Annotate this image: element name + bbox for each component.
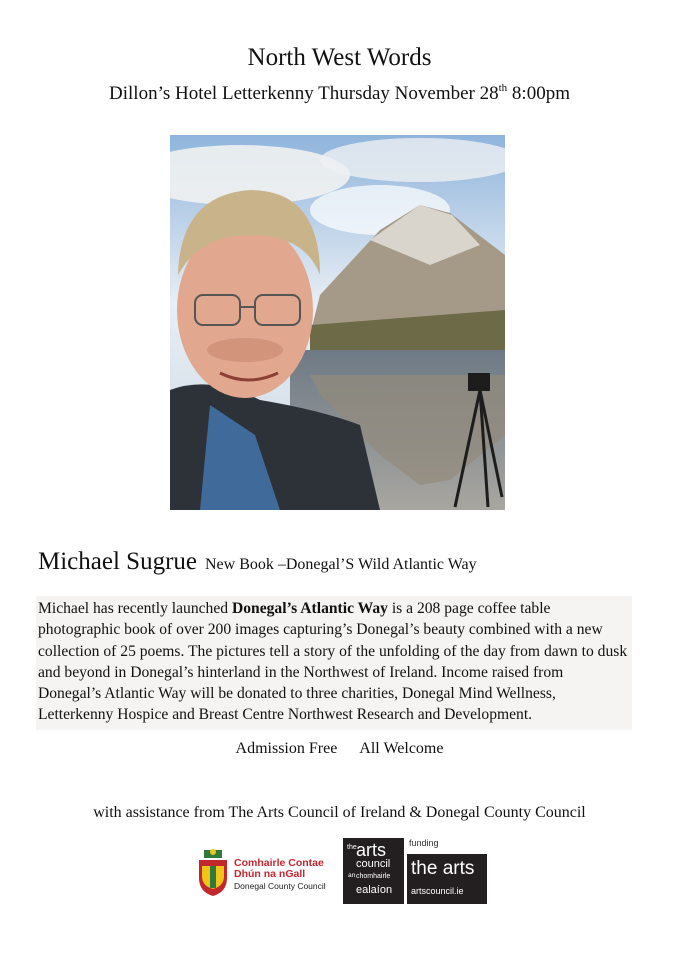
speaker-line xyxy=(38,548,477,576)
book-title: New Book –Donegal’S Wild Atlantic Way xyxy=(204,556,477,573)
ac-chomhairle: chomhairle xyxy=(356,873,391,880)
event-details-text: Dillon’s Hotel Letterkenny Thursday November 28 xyxy=(109,83,499,104)
dcc-name-irish-2: Dhún na nGall xyxy=(234,868,306,880)
donegal-county-council-logo xyxy=(196,844,326,902)
dcc-name-english: Donegal County Council xyxy=(234,881,326,891)
ac-ealaion: ealaíon xyxy=(356,884,393,896)
funding-label: funding xyxy=(409,838,439,848)
ac-an: an xyxy=(348,872,356,879)
funding-url: artscouncil.ie xyxy=(411,886,464,896)
description-text-1: Michael has recently launched xyxy=(38,600,232,617)
description-paragraph xyxy=(36,596,632,730)
speaker-photo xyxy=(170,135,505,510)
funding-the-arts-logo xyxy=(407,838,487,904)
description-book-name: Donegal’s Atlantic Way xyxy=(231,600,388,617)
arts-council-logo xyxy=(343,838,404,904)
description-text-2: is a 208 page coffee table photographic book of over 200 images capturing’s Donegal’s beauty combined with a new collection of 25 poems. The pictures tell a story of the unfolding of the day from dawn to dusk and beyond in Donegal’s hinterland in the Northwest of Ireland. Income raised from Donegal’s Atlantic Way will be donated to three charities, Donegal Mind Wellness, Letterkenny Hospice and Breast Centre Northwest Research and Development. xyxy=(38,600,628,724)
admission-fee: Admission Free xyxy=(235,740,338,757)
dcc-name-irish-1: Comhairle Contae xyxy=(234,857,324,869)
assistance-line: with assistance from The Arts Council of Ireland & Donegal County Council xyxy=(93,804,586,821)
crest-icon xyxy=(196,846,230,898)
admission-line xyxy=(0,740,679,758)
ac-council: council xyxy=(356,858,391,870)
event-details xyxy=(0,76,679,106)
event-title: North West Words xyxy=(247,44,432,71)
date-suffix: th xyxy=(498,82,508,94)
funding-the-arts: the arts xyxy=(411,858,475,879)
admission-welcome: All Welcome xyxy=(359,740,444,757)
ac-arts: arts xyxy=(356,840,387,860)
ac-the: the xyxy=(347,844,357,851)
speaker-name: Michael Sugrue xyxy=(38,548,197,575)
funding-box xyxy=(407,854,487,904)
event-time: 8:00pm xyxy=(507,83,570,104)
